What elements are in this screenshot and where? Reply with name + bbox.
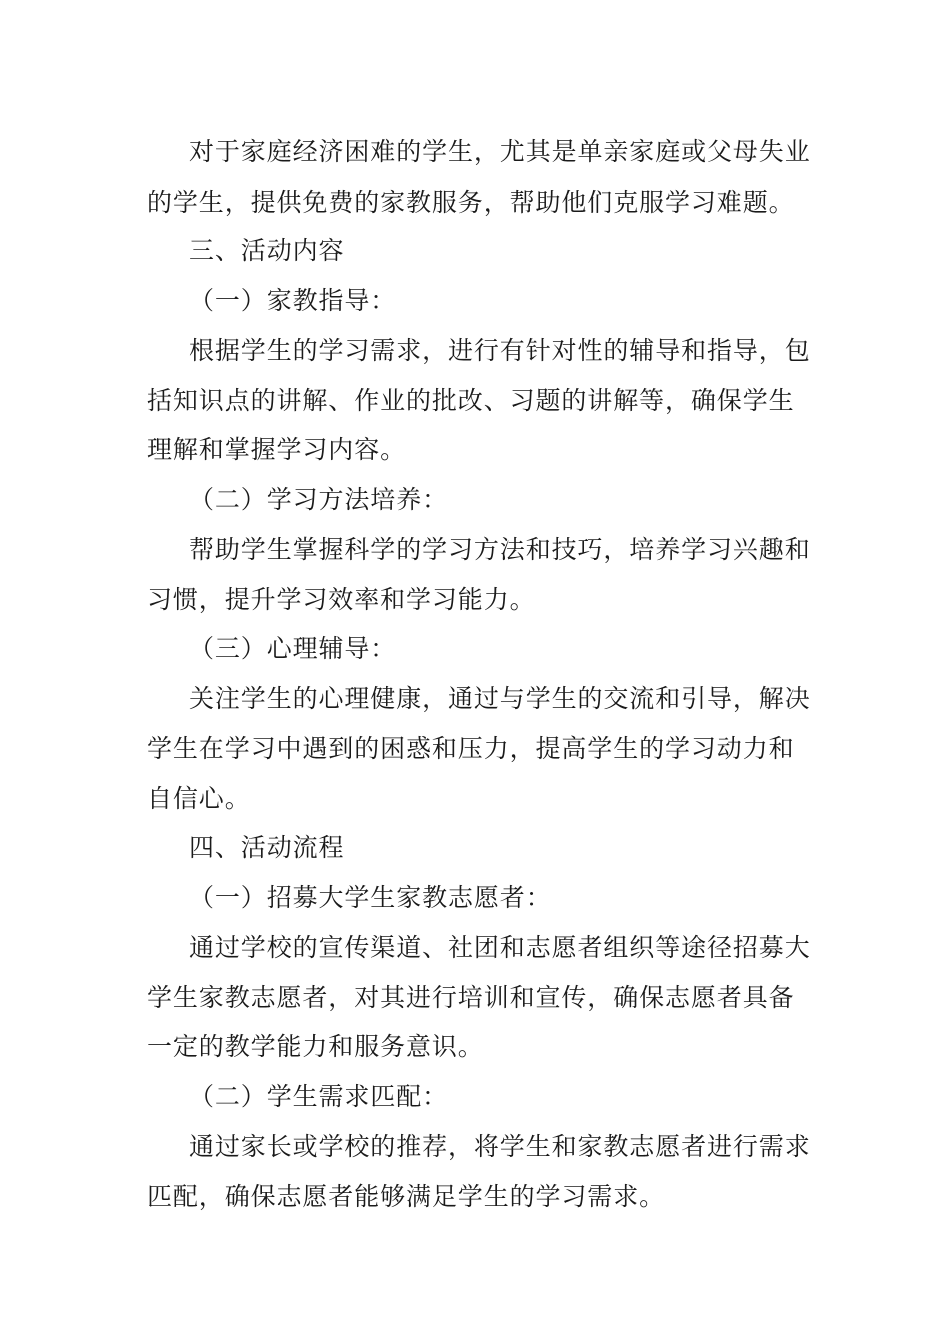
subsection-heading: （三）心理辅导： xyxy=(189,634,397,663)
paragraph-line: 关注学生的心理健康，通过与学生的交流和引导，解决 xyxy=(189,684,811,713)
paragraph-line: 匹配，确保志愿者能够满足学生的学习需求。 xyxy=(147,1182,666,1211)
paragraph-line: 括知识点的讲解、作业的批改、习题的讲解等，确保学生 xyxy=(147,386,795,415)
paragraph-line: 理解和掌握学习内容。 xyxy=(147,435,407,464)
paragraph-line: 对于家庭经济困难的学生，尤其是单亲家庭或父母失业 xyxy=(189,137,811,166)
paragraph-line: 帮助学生掌握科学的学习方法和技巧，培养学习兴趣和 xyxy=(189,535,811,564)
paragraph-line: 根据学生的学习需求，进行有针对性的辅导和指导，包 xyxy=(189,336,811,365)
paragraph-line: 学生在学习中遇到的困惑和压力，提高学生的学习动力和 xyxy=(147,734,795,763)
paragraph-line: 通过学校的宣传渠道、社团和志愿者组织等途径招募大 xyxy=(189,933,811,962)
paragraph-line: 一定的教学能力和服务意识。 xyxy=(147,1032,484,1061)
paragraph-line: 的学生，提供免费的家教服务，帮助他们克服学习难题。 xyxy=(147,188,795,217)
paragraph-line: 学生家教志愿者，对其进行培训和宣传，确保志愿者具备 xyxy=(147,983,795,1012)
section-heading: 四、活动流程 xyxy=(189,833,345,862)
paragraph-line: 自信心。 xyxy=(147,784,251,813)
paragraph-line: 习惯，提升学习效率和学习能力。 xyxy=(147,585,536,614)
paragraph-line: 通过家长或学校的推荐，将学生和家教志愿者进行需求 xyxy=(189,1132,811,1161)
section-heading: 三、活动内容 xyxy=(189,236,345,265)
subsection-heading: （二）学生需求匹配： xyxy=(189,1082,449,1111)
subsection-heading: （一）家教指导： xyxy=(189,286,397,315)
subsection-heading: （一）招募大学生家教志愿者： xyxy=(189,883,552,912)
subsection-heading: （二）学习方法培养： xyxy=(189,485,449,514)
